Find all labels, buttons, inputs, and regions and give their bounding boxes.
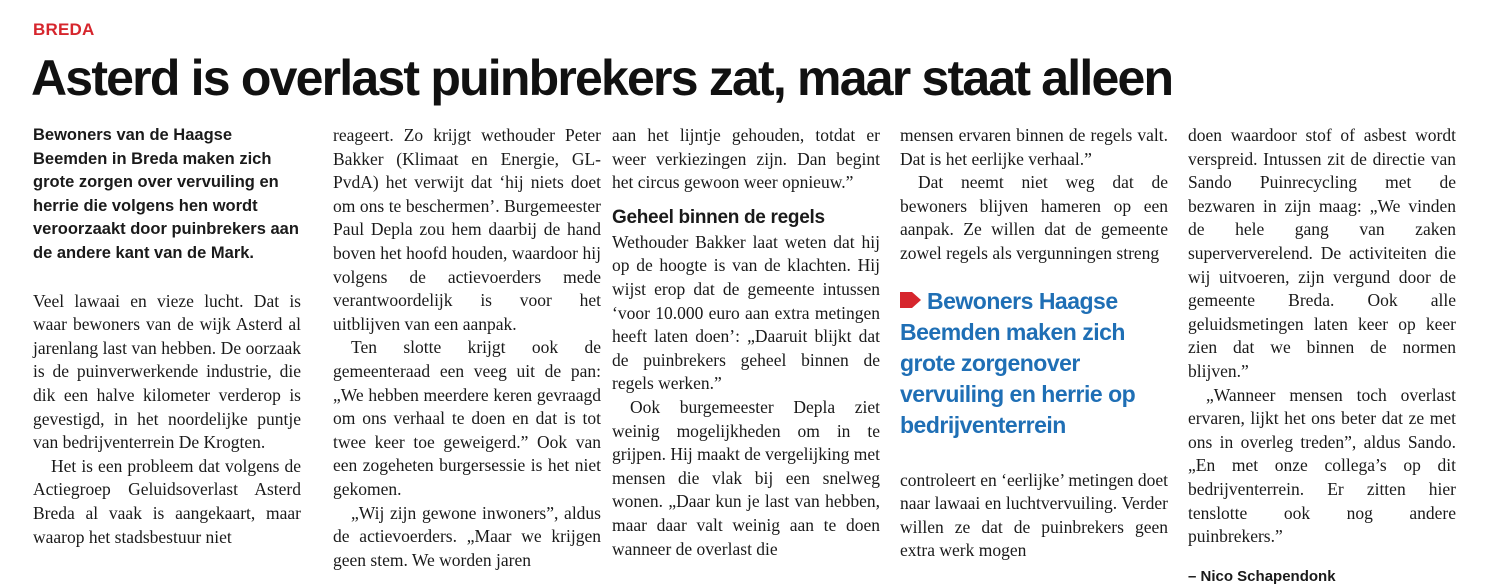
body-paragraph: mensen ervaren binnen de regels valt. Dat is het eerlijke verhaal.” bbox=[900, 125, 1168, 169]
article-headline: Asterd is overlast puinbrekers zat, maar staat alleen bbox=[31, 50, 1173, 106]
column-4 bbox=[900, 124, 1168, 563]
body-paragraph: Ten slotte krijgt ook de gemeenteraad een veeg uit de pan: „We hebben meerdere keren gevraagd om ons verhaal te doen en dat is tot twee keer toe geweigerd.” Ook van een zogeheten burgersessie is het niet gekomen. bbox=[333, 337, 601, 499]
body-paragraph: controleert en ‘eerlijke’ metingen doet naar lawaai en luchtvervuiling. Verder willen ze dat de puinbrekers geen extra werk mogen bbox=[900, 469, 1168, 561]
body-paragraph: Ook burgemeester Depla ziet weinig mogelijkheden om in te grijpen. Hij maakt de vergelijking met mensen die vlak bij een snelweg wonen. „Daar kun je last van hebben, maar daar valt weinig aan te doen wanneer de overlast die bbox=[612, 396, 880, 559]
body-paragraph: Het is een probleem dat volgens de Actiegroep Geluidsoverlast Asterd Breda al vaak is aangekaart, maar waarop het stadsbestuur niet bbox=[33, 455, 301, 547]
column-2 bbox=[333, 124, 601, 572]
arrow-marker-icon bbox=[900, 292, 921, 308]
body-paragraph: Veel lawaai en vieze lucht. Dat is waar bewoners van de wijk Asterd al jarenlang last van hebben. De oorzaak is de puinverwerkende industrie, die dik een halve kilometer verderop is gevestigd, in het noordelijke puntje van bedrijventerrein De Krogten. bbox=[33, 290, 301, 453]
body-paragraph: Dat neemt niet weg dat de bewoners blijven hameren op een aanpak. Ze willen dat de gemeente zowel regels als vergunningen streng bbox=[900, 172, 1168, 263]
pull-quote bbox=[900, 286, 1168, 441]
byline: – Nico Schapendonk bbox=[1188, 567, 1336, 585]
body-paragraph: Wethouder Bakker laat weten dat hij op de hoogte is van de klachten. Hij wijst erop dat de gemeente intussen ‘voor 10.000 euro aan extra metingen heeft laten doen’: „Daaruit blijkt dat de puinbrekers geheel binnen de regels werken.” bbox=[612, 231, 880, 394]
section-subheading: Geheel binnen de regels bbox=[612, 206, 825, 228]
column-1 bbox=[33, 124, 301, 549]
column-5 bbox=[1188, 124, 1456, 588]
pull-quote-text: Bewoners Haagse Beemden maken zich grote zorgenover vervuiling en herrie op bedrijventerrein bbox=[900, 287, 1136, 438]
body-paragraph: „Wanneer mensen toch overlast ervaren, lijkt het ons beter dat ze met ons in overleg treden”, aldus Sando. „En met onze collega’s op dit bedrijventerrein. Er zitten hier tenslotte ook nog andere puinbrekers.” bbox=[1188, 384, 1456, 547]
article-lead: Bewoners van de Haagse Beemden in Breda maken zich grote zorgen over vervuiling en herrie die volgens hen wordt veroorzaakt door puinbrekers aan de andere kant van de Mark. bbox=[33, 126, 299, 262]
section-kicker: BREDA bbox=[33, 20, 95, 39]
body-paragraph: „Wij zijn gewone inwoners”, aldus de actievoerders. „Maar we krijgen geen stem. We worden jaren bbox=[333, 502, 601, 570]
body-paragraph: reageert. Zo krijgt wethouder Peter Bakker (Klimaat en Energie, GL-PvdA) het verwijt dat ‘hij niets doet om ons te beschermen’. Burgemeester Paul Depla zou hem daarbij de hand boven het hoofd houden, waardoor hij volgens de actievoerders mede verantwoordelijk is voor het uitblijven van een aanpak. bbox=[333, 125, 601, 334]
column-3 bbox=[612, 124, 880, 561]
body-paragraph: aan het lijntje gehouden, totdat er weer verkiezingen zijn. Dan begint het circus gewoon weer opnieuw.” bbox=[612, 125, 880, 193]
body-paragraph: doen waardoor stof of asbest wordt verspreid. Intussen zit de directie van Sando Puinrecycling met de bezwaren in zijn maag: „We vinden de hele gang van zaken superververelend. De activiteiten die wij uitvoeren, zijn vergund door de gemeente Breda. Ook alle geluidsmetingen laten keer op keer zien dat we binnen de normen blijven.” bbox=[1188, 125, 1456, 381]
